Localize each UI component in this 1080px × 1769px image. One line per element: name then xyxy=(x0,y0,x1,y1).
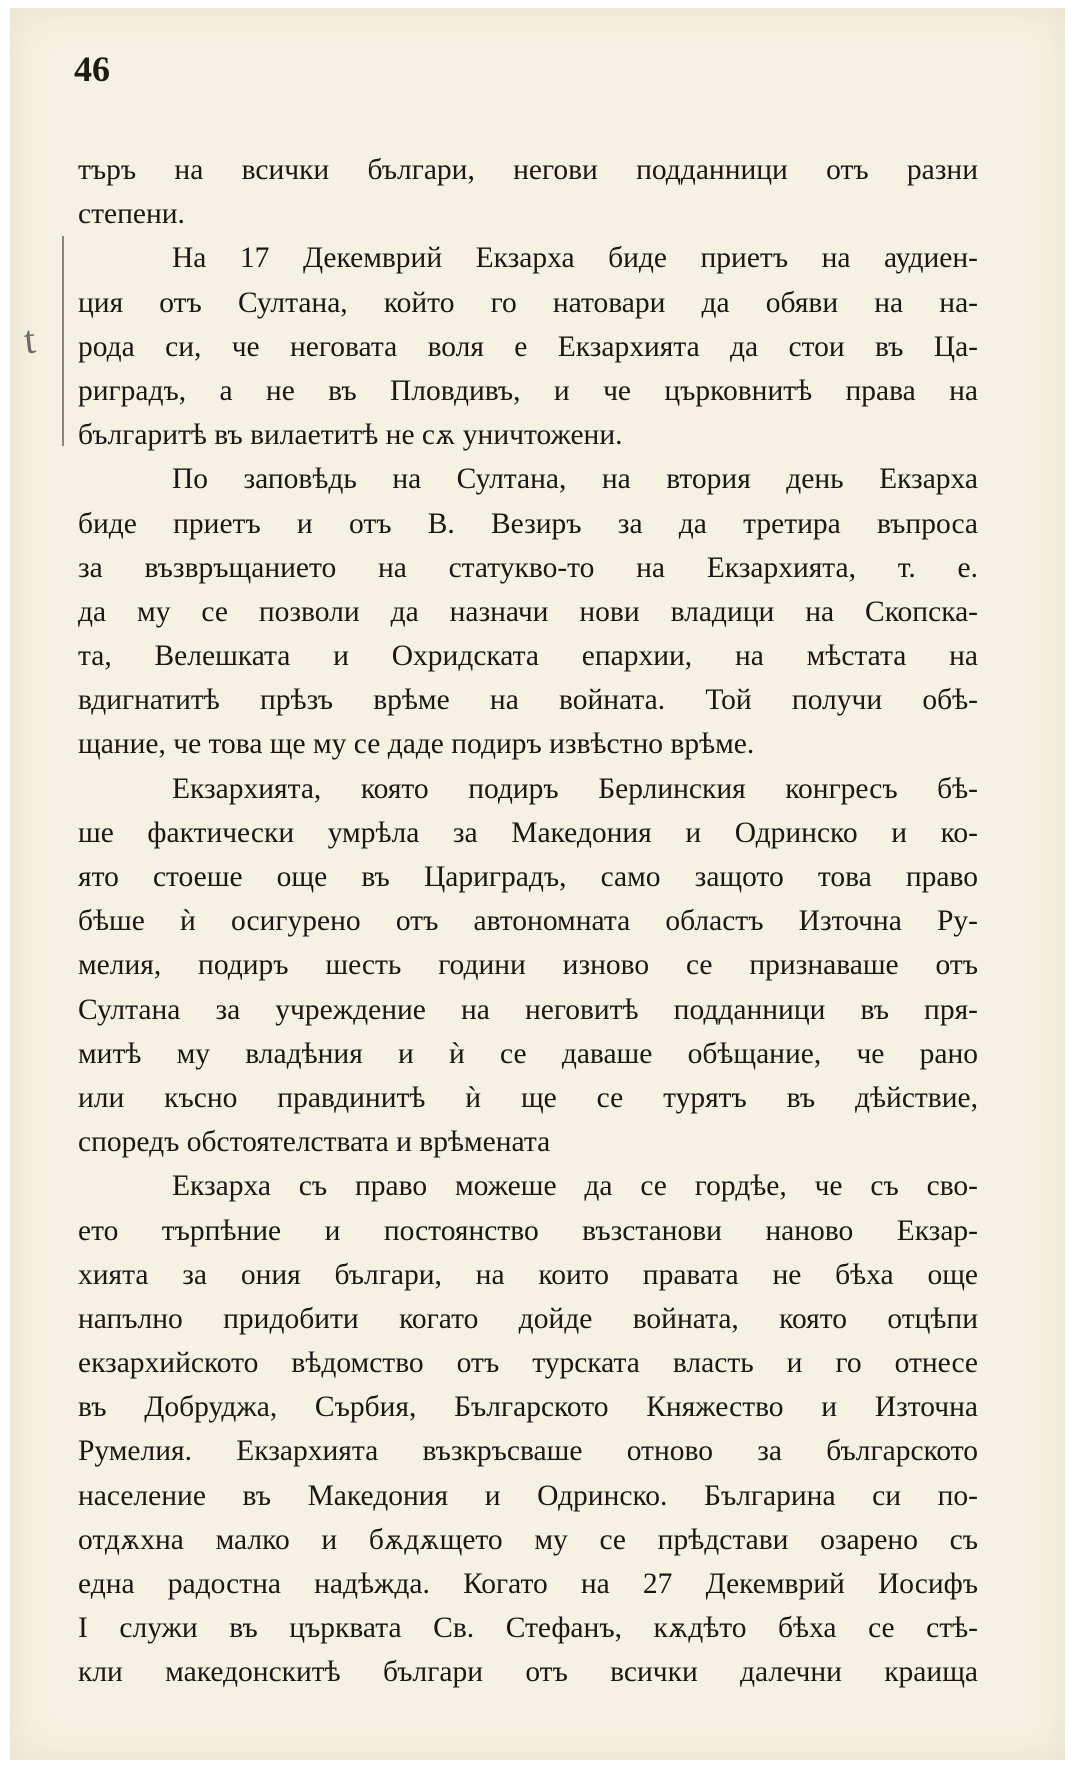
text-line: та, Велешката и Охридската епархии, на мѣстата на xyxy=(78,640,978,673)
text-line: българитѣ въ вилаетитѣ не сѫ уничтожени. xyxy=(78,419,623,452)
text-line: население въ Македония и Одринско. Българина си по- xyxy=(78,1479,978,1512)
text-line: По заповѣдь на Султана, на втория день Екзарха xyxy=(172,463,978,496)
text-line: вдигнатитѣ прѣзъ врѣме на войната. Той получи обѣ- xyxy=(78,684,978,717)
text-line: ция отъ Султана, който го натовари да обяви на на- xyxy=(78,286,978,319)
text-line: бѣше ѝ осигурено отъ автономната областъ Източна Ру- xyxy=(78,905,978,938)
text-line: търъ на всички българи, негови подданници отъ разни xyxy=(78,154,978,186)
text-line: Екзархията, която подиръ Берлинския конгресъ бѣ- xyxy=(172,772,978,805)
text-line: споредъ обстоятелствата и врѣмената xyxy=(78,1126,551,1159)
body-text xyxy=(78,148,978,1695)
text-line: На 17 Декемврий Екзарха биде приетъ на аудиен- xyxy=(172,242,978,275)
text-line: отдѫхна малко и бѫдѫщето му се прѣдстави озарено съ xyxy=(78,1523,978,1556)
margin-annotation: t xyxy=(21,316,38,363)
text-line: Султана за учреждение на неговитѣ подданници въ пря- xyxy=(78,993,978,1026)
margin-line xyxy=(62,236,64,446)
text-line: ето търпѣние и постоянство възстанови наново Екзар- xyxy=(78,1214,978,1247)
text-line: хията за ония българи, на които правата не бѣха още xyxy=(78,1258,978,1291)
text-line: ято стоеше още въ Цариградъ, само защото това право xyxy=(78,861,978,893)
text-line: мелия, подиръ шесть години изново се признаваше отъ xyxy=(78,949,978,982)
text-line: да му се позволи да назначи нови владици на Скопска- xyxy=(78,595,978,628)
text-line: степени. xyxy=(78,198,185,231)
text-line: щание, че това ще му се даде подиръ извѣстно врѣме. xyxy=(78,728,755,761)
text-line: рода си, че неговата воля е Екзархията да стои въ Ца- xyxy=(78,330,978,363)
text-line: екзархийското вѣдомство отъ турската власть и го отнесе xyxy=(78,1347,978,1380)
text-line: една радостна надѣжда. Когато на 27 Декемврий Иосифъ xyxy=(78,1568,978,1600)
text-line: ше фактически умрѣла за Македония и Одринско и ко- xyxy=(78,816,978,849)
text-line: биде приетъ и отъ В. Везиръ за да третира въпроса xyxy=(78,507,978,540)
text-line: въ Добруджа, Сърбия, Българското Княжество и Източна xyxy=(78,1391,978,1424)
text-line: Румелия. Екзархията възкръсваше отново за българското xyxy=(78,1435,978,1468)
text-line: за възвръщанието на статукво-то на Екзархията, т. е. xyxy=(78,551,978,584)
text-line: Екзарха съ право можеше да се гордѣе, че съ сво- xyxy=(172,1170,978,1203)
text-line: напълно придобити когато дойде войната, която отцѣпи xyxy=(78,1302,978,1335)
text-line: или късно правдинитѣ ѝ ще се турятъ въ дѣйствие, xyxy=(78,1081,978,1114)
text-line: кли македонскитѣ българи отъ всички далечни краища xyxy=(78,1656,978,1689)
text-line: риградъ, а не въ Пловдивъ, и че църковнитѣ права на xyxy=(78,374,978,407)
page-number: 46 xyxy=(74,49,110,89)
text-line: I служи въ църквата Св. Стефанъ, кѫдѣто бѣха се стѣ- xyxy=(78,1612,978,1645)
text-line: митѣ му владѣния и ѝ се даваше обѣщание, че рано xyxy=(78,1037,978,1070)
book-page xyxy=(10,8,1065,1760)
